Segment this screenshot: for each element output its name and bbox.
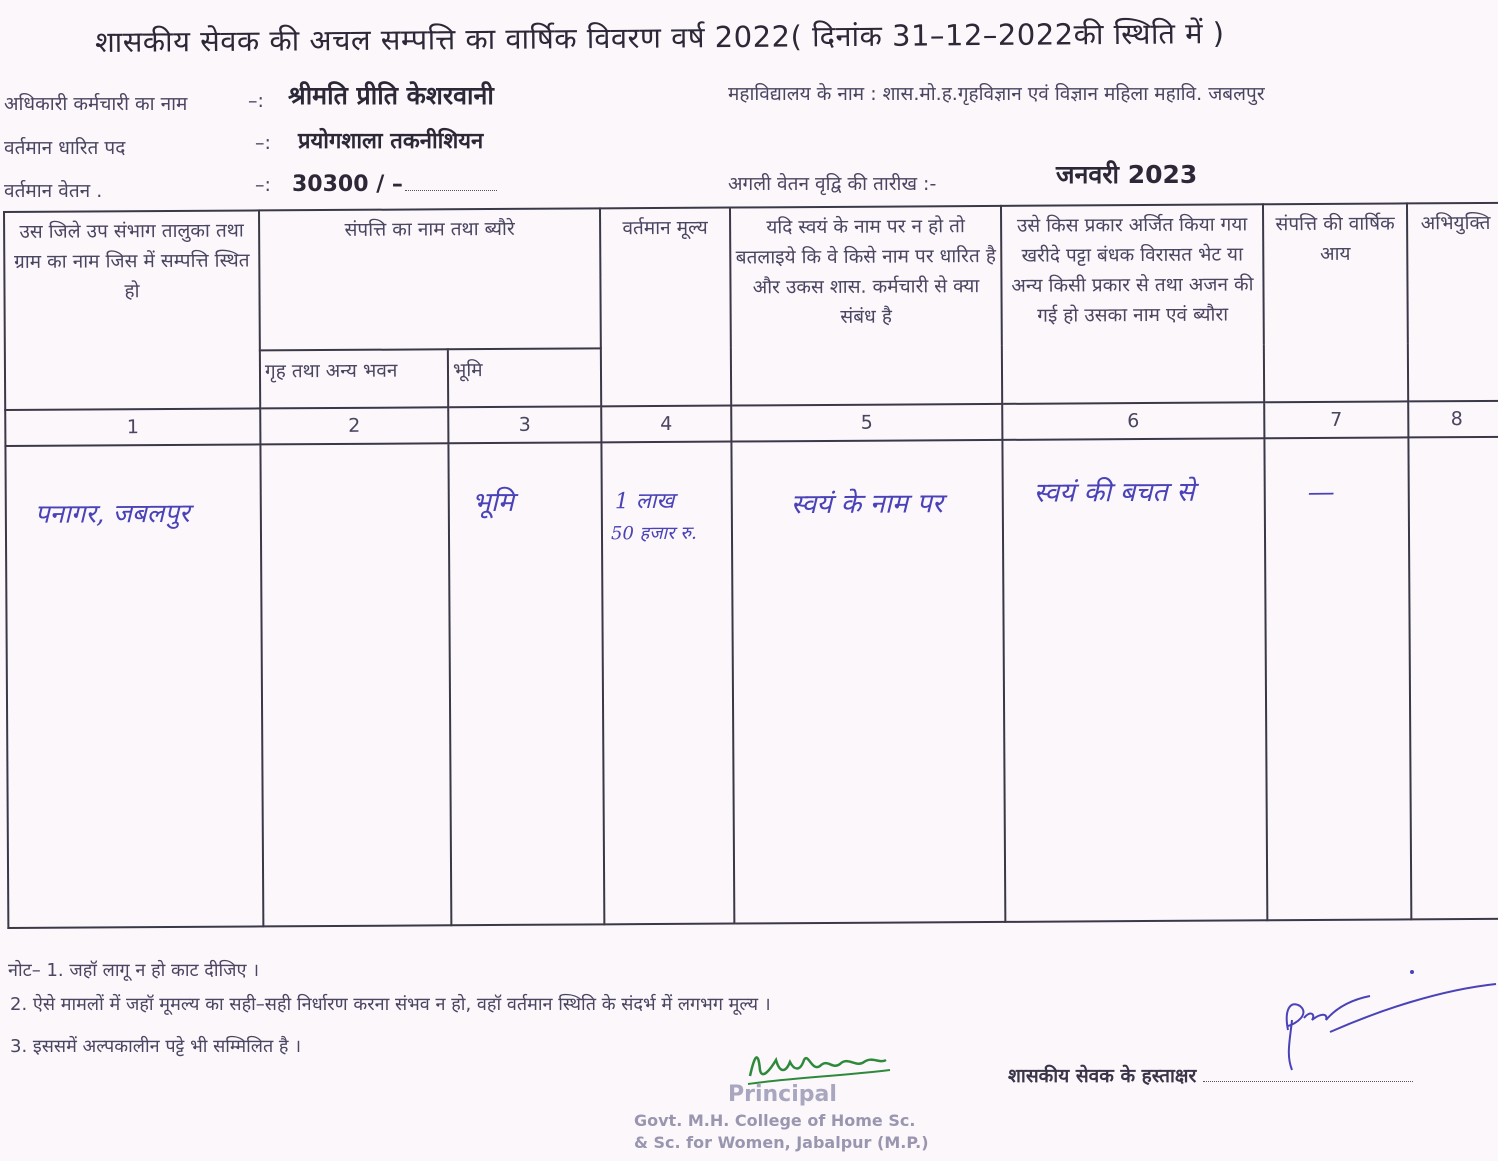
- separator: –:: [255, 132, 271, 154]
- post-label: वर्तमान धारित पद: [4, 137, 126, 159]
- college-label: महाविद्यालय के नाम :: [728, 83, 877, 105]
- col-number: 3: [448, 406, 601, 443]
- cell-house: [260, 443, 451, 926]
- name-status-handwritten: स्वयं के नाम पर: [790, 488, 944, 521]
- col-number: 4: [601, 406, 731, 443]
- cell-name-status: [731, 440, 1005, 924]
- separator: –:: [248, 90, 264, 112]
- stamp-line-1: Govt. M.H. College of Home Sc.: [634, 1111, 916, 1130]
- header-house: गृह तथा अन्य भवन: [260, 349, 448, 408]
- cell-value: [601, 442, 734, 925]
- acquired-handwritten: स्वयं की बचत से: [1033, 476, 1195, 509]
- header-land: भूमि: [448, 348, 601, 407]
- post-value: प्रयोगशाला तकनीशियन: [298, 129, 484, 154]
- officer-name-label: अधिकारी कर्मचारी का नाम: [4, 93, 188, 115]
- income-dash: —: [1307, 476, 1335, 509]
- location-handwritten: पनागर, जबलपुर: [34, 498, 190, 530]
- cell-acquired: [1002, 438, 1267, 922]
- stamp-line-2: & Sc. for Women, Jabalpur (M.P.): [634, 1133, 929, 1152]
- form-title: शासकीय सेवक की अचल सम्पत्ति का वार्षिक विवरण वर्ष 2022( दिनांक 31–12–2022की स्थिति में ): [94, 16, 1225, 59]
- header-current-value: वर्तमान मूल्य: [600, 208, 731, 407]
- col-number: 2: [260, 407, 448, 444]
- col-number: 7: [1264, 401, 1408, 438]
- header-remarks: अभियुक्ति: [1407, 203, 1498, 402]
- note-3: 3. इससमें अल्पकालीन पट्टे भी सम्मिलित है ।: [10, 1036, 302, 1057]
- col-number: 5: [731, 404, 1002, 442]
- header-property: संपत्ति का नाम तथा ब्यौरे: [259, 208, 601, 350]
- col-number: 1: [5, 408, 260, 446]
- cell-land: [448, 442, 604, 925]
- college-line: [728, 80, 1265, 106]
- salary-value: 30300 / –: [292, 172, 403, 197]
- signature-label: शासकीय सेवक के हस्ताक्षर: [1008, 1065, 1197, 1087]
- note-1: नोट– 1. जहॉ लागू न हो काट दीजिए ।: [8, 960, 260, 981]
- header-acquisition: उसे किस प्रकार अर्जित किया गया खरीदे पट्टा बंधक विरासत भेट या अन्य किसी प्रकार से तथा अजन की गई हो उसका नाम एवं ब्यौरा: [1001, 204, 1264, 404]
- salary-value-wrap: [292, 172, 497, 197]
- separator: –:: [255, 174, 271, 196]
- increment-value: जनवरी 2023: [1056, 160, 1198, 189]
- cell-remarks: [1408, 437, 1498, 920]
- stamp-title: Principal: [728, 1082, 837, 1107]
- header-holder-relation: यदि स्वयं के नाम पर न हो तो बतलाइये कि वे किसे नाम पर धारित है और उकस शास. कर्मचारी से क्या संबंध है: [730, 206, 1002, 406]
- property-table: [3, 202, 1498, 929]
- officer-name-value: श्रीमति प्रीति केशरवानी: [288, 81, 494, 110]
- value-line1: 1 लाख: [614, 488, 675, 515]
- cell-location: [5, 444, 263, 928]
- value-line2: 50 हजार रु.: [610, 522, 697, 545]
- increment-label: अगली वेतन वृद्वि की तारीख :-: [728, 173, 937, 195]
- salary-dotted-line: [405, 176, 497, 191]
- header-location: उस जिले उप संभाग तालुका तथा ग्राम का नाम जिस में सम्पत्ति स्थित हो: [4, 210, 260, 410]
- note-2: 2. ऐसे मामलों में जहॉ मूमल्य का सही–सही निर्धारण करना संभव न हो, वहॉ वर्तमान स्थिति के संदर्भ में लगभग मूल्य ।: [10, 994, 771, 1015]
- employee-signature: [1270, 970, 1498, 1080]
- header-annual-income: संपत्ति की वार्षिक आय: [1263, 203, 1408, 402]
- salary-label: वर्तमान वेतन .: [4, 180, 103, 202]
- cell-annual-income: [1264, 437, 1411, 920]
- college-value: शास.मो.ह.गृहविज्ञान एवं विज्ञान महिला महावि. जबलपुर: [882, 83, 1265, 105]
- land-handwritten: भूमि: [471, 486, 515, 519]
- col-number: 8: [1408, 401, 1498, 438]
- col-number: 6: [1002, 402, 1264, 440]
